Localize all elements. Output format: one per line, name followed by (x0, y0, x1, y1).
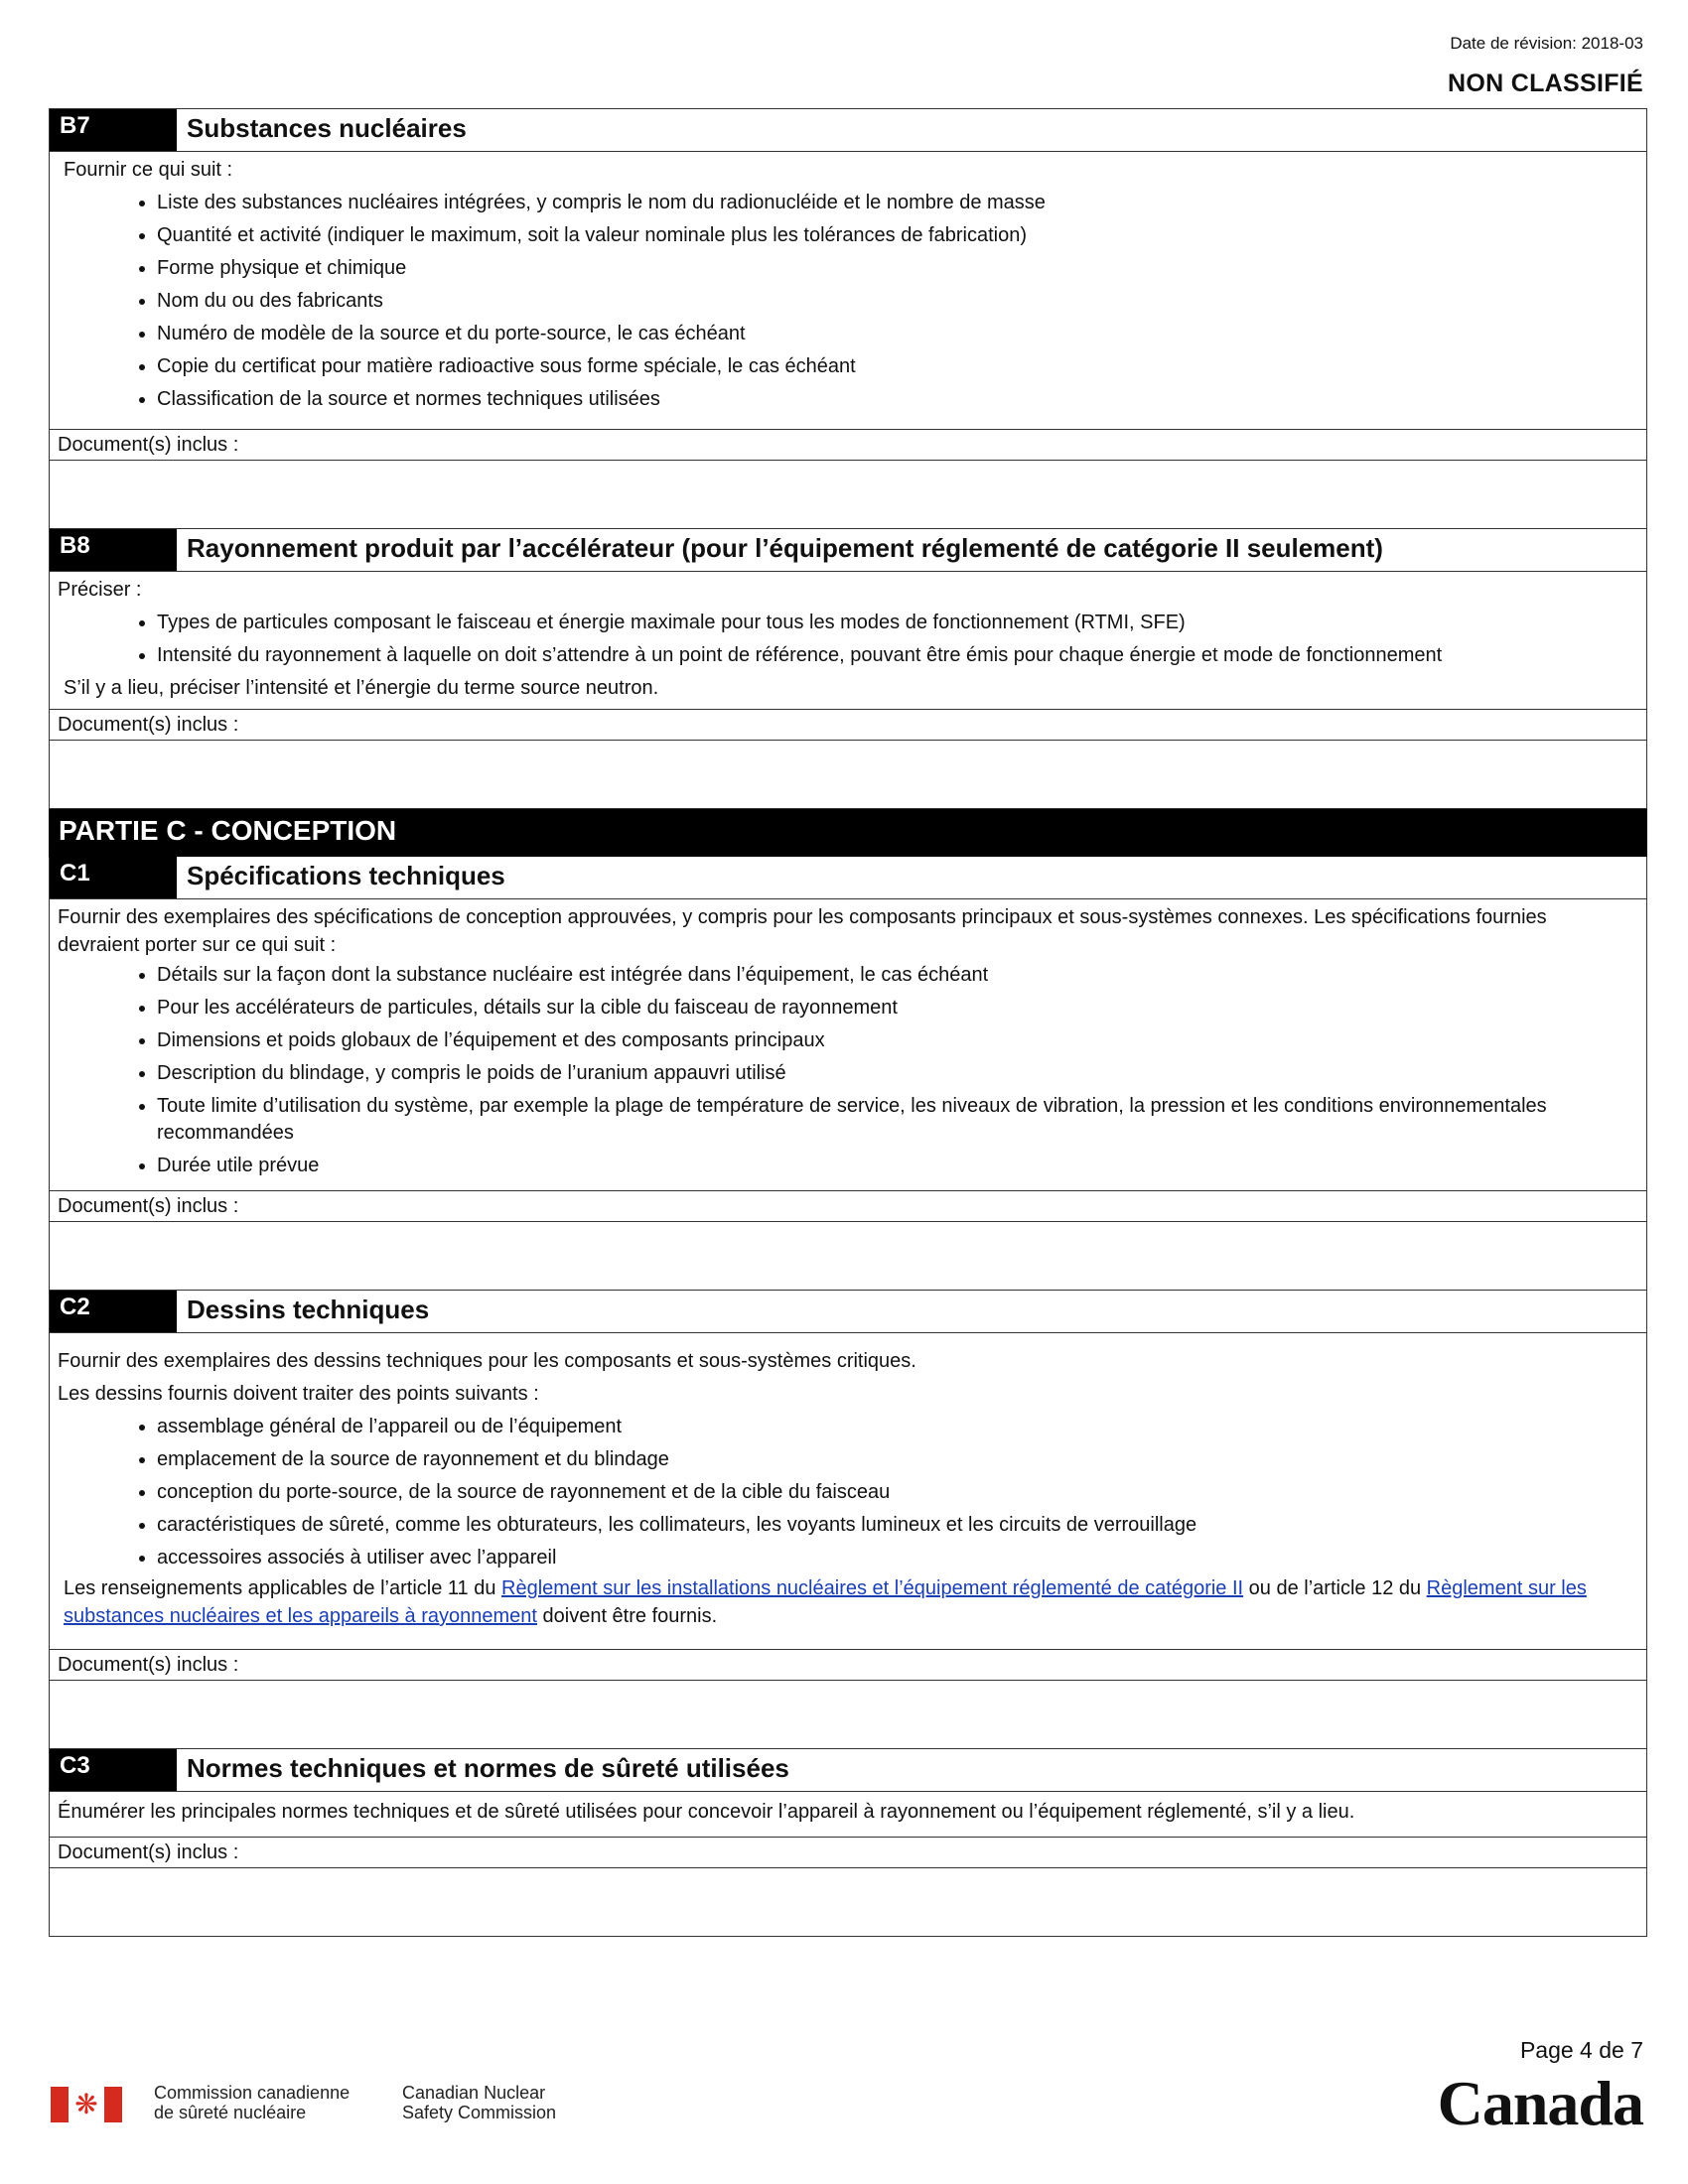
note-text: ou de l’article 12 du (1243, 1577, 1427, 1599)
agency-name-fr (154, 2083, 350, 2122)
list-item: • Nom du ou des fabricants (157, 285, 1632, 318)
list-item: • Intensité du rayonnement à laquelle on doit s’attendre à un point de référence, pouvant être émis pour chaque énergie et mode de fonctionnement (157, 639, 1632, 672)
list-item: • emplacement de la source de rayonnement et du blindage (157, 1443, 1632, 1476)
note-text: doivent être fournis. (536, 1605, 718, 1627)
section-intro: Fournir des exemplaires des spécifications de conception approuvées, y compris pour les composants principaux et sous-systèmes connexes. Les spécifications fournies devraient porter sur ce qui suit : (58, 906, 1547, 956)
documents-included-label: Document(s) inclus : (50, 1649, 1646, 1680)
documents-included-label: Document(s) inclus : (50, 1190, 1646, 1221)
canada-wordmark: Canada (1437, 2068, 1643, 2138)
list-item: • Types de particules composant le faisceau et énergie maximale pour tous les modes de fonctionnement (RTMI, SFE) (157, 607, 1632, 639)
list-item: • Forme physique et chimique (157, 252, 1632, 285)
documents-included-field[interactable] (50, 460, 1646, 528)
list-item: • Liste des substances nucléaires intégrées, y compris le nom du radionucléide et le nombre de masse (157, 187, 1632, 219)
documents-included-label: Document(s) inclus : (50, 1837, 1646, 1867)
section-body (50, 152, 1646, 429)
section-code: B7 (50, 109, 177, 151)
section-b7 (49, 108, 1647, 529)
section-code: C3 (50, 1749, 177, 1791)
bullet-list (58, 959, 1632, 1182)
agency-name-line: Safety Commission (402, 2103, 557, 2122)
section-header (50, 1291, 1646, 1333)
agency-name-line: Canadian Nuclear (402, 2083, 546, 2103)
list-item: • Description du blindage, y compris le poids de l’uranium appauvri utilisé (157, 1057, 1632, 1090)
agency-name-line: Commission canadienne (154, 2083, 351, 2103)
section-note: S’il y a lieu, préciser l’intensité et l’énergie du terme source neutron. (64, 677, 659, 699)
list-item: • Toute limite d’utilisation du système, par exemple la plage de température de service, les niveaux de vibration, la pression et les conditions environnementales recommandées (157, 1090, 1632, 1150)
list-item: • Quantité et activité (indiquer le maximum, soit la valeur nominale plus les tolérances de fabrication) (157, 219, 1632, 252)
classification-label: NON CLASSIFIÉ (1448, 69, 1643, 97)
section-b8 (49, 529, 1647, 809)
section-title: Dessins techniques (187, 1295, 430, 1324)
section-intro: Énumérer les principales normes techniques et de sûreté utilisées pour concevoir l’appareil à rayonnement ou l’équipement réglementé, s’il y a lieu. (58, 1801, 1355, 1823)
list-item: • caractéristiques de sûreté, comme les obturateurs, les collimateurs, les voyants lumineux et les circuits de verrouillage (157, 1509, 1632, 1542)
list-item: • conception du porte-source, de la source de rayonnement et de la cible du faisceau (157, 1476, 1632, 1509)
list-item: • Numéro de modèle de la source et du porte-source, le cas échéant (157, 318, 1632, 350)
documents-included-label: Document(s) inclus : (50, 709, 1646, 740)
application-form (49, 108, 1647, 1937)
section-c3 (49, 1749, 1647, 1937)
section-body (50, 1333, 1646, 1649)
part-c-header: PARTIE C - CONCEPTION (49, 809, 1647, 857)
section-title: Rayonnement produit par l’accélérateur (pour l’équipement réglementé de catégorie II seulement) (187, 533, 1383, 563)
list-item: • Détails sur la façon dont la substance nucléaire est intégrée dans l’équipement, le cas échéant (157, 959, 1632, 992)
documents-included-field[interactable] (50, 1867, 1646, 1936)
section-intro: Préciser : (58, 579, 142, 601)
list-item: • Pour les accélérateurs de particules, détails sur la cible du faisceau de rayonnement (157, 992, 1632, 1024)
regulation-link-class-ii[interactable]: Règlement sur les installations nucléaires et l’équipement réglementé de catégorie II (501, 1577, 1244, 1599)
bullet-list (58, 607, 1632, 672)
documents-included-field[interactable] (50, 1680, 1646, 1748)
section-code: C2 (50, 1291, 177, 1332)
maple-leaf-icon: ❋ (74, 2089, 98, 2119)
section-code: B8 (50, 529, 177, 571)
section-body (50, 1792, 1646, 1837)
section-header (50, 108, 1646, 152)
section-body (50, 899, 1646, 1190)
list-item: • Dimensions et poids globaux de l’équipement et des composants principaux (157, 1024, 1632, 1057)
section-title: Substances nucléaires (187, 113, 467, 143)
section-c2 (49, 1291, 1647, 1749)
section-body (50, 572, 1646, 709)
page-number: Page 4 de 7 (1519, 2037, 1643, 2063)
section-code: C1 (50, 857, 177, 898)
documents-included-label: Document(s) inclus : (50, 429, 1646, 460)
section-c1 (49, 857, 1647, 1291)
section-title: Spécifications techniques (187, 861, 505, 890)
section-header (50, 857, 1646, 899)
section-intro: Les dessins fournis doivent traiter des points suivants : (58, 1383, 539, 1405)
list-item: • Copie du certificat pour matière radioactive sous forme spéciale, le cas échéant (157, 350, 1632, 383)
bullet-list (58, 187, 1632, 416)
section-title: Normes techniques et normes de sûreté utilisées (187, 1753, 789, 1783)
section-note (58, 1574, 1632, 1630)
agency-name-en (402, 2083, 556, 2122)
list-item: • accessoires associés à utiliser avec l’appareil (157, 1542, 1632, 1574)
list-item: • Classification de la source et normes techniques utilisées (157, 383, 1632, 416)
regulation-link-nuclear-substances[interactable]: Règlement sur les substances nucléaires et les appareils à rayonnement (64, 1577, 1587, 1627)
canada-flag (51, 2087, 122, 2122)
documents-included-field[interactable] (50, 740, 1646, 808)
section-intro: Fournir des exemplaires des dessins techniques pour les composants et sous-systèmes critiques. (58, 1350, 916, 1372)
section-header (50, 529, 1646, 572)
bullet-list (58, 1411, 1632, 1574)
list-item: • Durée utile prévue (157, 1150, 1632, 1182)
note-text: Les renseignements applicables de l’article 11 du (64, 1577, 502, 1599)
section-header (50, 1749, 1646, 1792)
revision-date: Date de révision: 2018-03 (1450, 34, 1643, 53)
agency-name-line: de sûreté nucléaire (154, 2103, 307, 2122)
documents-included-field[interactable] (50, 1221, 1646, 1290)
section-intro: Fournir ce qui suit : (64, 159, 233, 181)
list-item: • assemblage général de l’appareil ou de l’équipement (157, 1411, 1632, 1443)
